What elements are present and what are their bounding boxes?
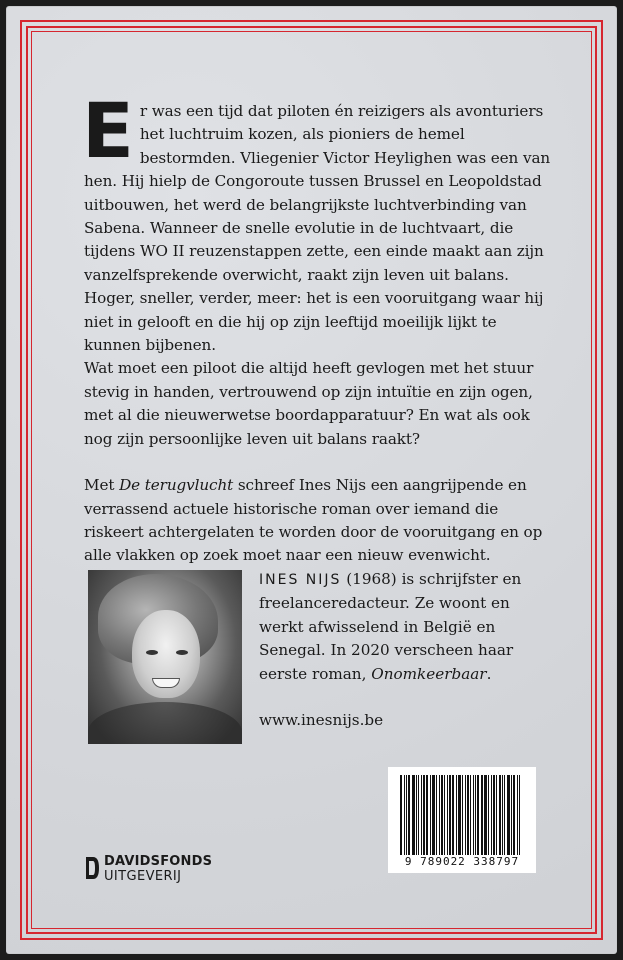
blurb-text: [82, 86, 554, 568]
blurb-p3-pre: Met: [84, 476, 120, 495]
author-bio: [259, 568, 559, 732]
author-name: INES NIJS: [259, 572, 342, 588]
blurb-p3-post: schreef Ines Nijs een aangrijpende en verrassend actuele historische roman over iemand die riskeert achtergelaten te worden door de vooruitgang en op alle vlakken op zoek moet naar een nieuw evenwicht.: [84, 476, 543, 565]
publisher-name: DAVIDSFONDS: [104, 854, 213, 869]
author-bio-pre: (1968) is schrijfster en freelanceredacteur. Ze woont en werkt afwisselend in België en Senegal. In 2020 verscheen haar eerste roman,: [259, 570, 522, 683]
blurb-paragraph-1: [82, 86, 554, 357]
barcode-bars: [400, 775, 524, 855]
publisher-subname: UITGEVERIJ: [104, 869, 182, 884]
author-website: www.inesnijs.be: [259, 711, 384, 730]
blurb-paragraph-3: [84, 474, 554, 568]
author-bio-text: [259, 568, 559, 686]
isbn-barcode: [388, 767, 536, 873]
book-title: De terugvlucht: [119, 476, 234, 495]
isbn-number: 9 789022 338797: [404, 855, 520, 868]
author-bio-post: .: [486, 664, 492, 683]
debut-title: Onomkeerbaar: [371, 664, 487, 683]
blurb-paragraph-1-text: r was een tijd dat piloten én reizigers als avonturiers het luchtruim kozen, als pioniers de hemel bestormden. Vliegenier Victor Heylighen was een van hen. Hij hielp de Congoroute tussen Brussel en Leopoldstad uitbouwen, het werd de belangrijkste luchtverbinding van Sabena. Wanneer de snelle evolutie in de luchtvaart, die tijdens WO II reuzenstappen zette, een einde maakt aan zijn vanzelfsprekende overwicht, raakt zijn leven uit balans. Hoger, sneller, verder, meer: het is een vooruitgang waar hij niet in gelooft en die hij op zijn leeftijd moeilijk lijkt te kunnen bijbenen.: [84, 102, 551, 355]
author-photo: [88, 570, 242, 744]
blurb-paragraph-2: Wat moet een piloot die altijd heeft gevlogen met het stuur stevig in handen, vertrouwend op zijn intuïtie en zijn ogen, met al die nieuwerwetse boordapparatuur? En wat als ook nog zijn persoonlijke leven uit balans raakt?: [84, 359, 534, 448]
publisher-logo: [84, 851, 234, 885]
publisher-logo-icon: [84, 855, 100, 881]
drop-cap: E: [82, 86, 134, 175]
